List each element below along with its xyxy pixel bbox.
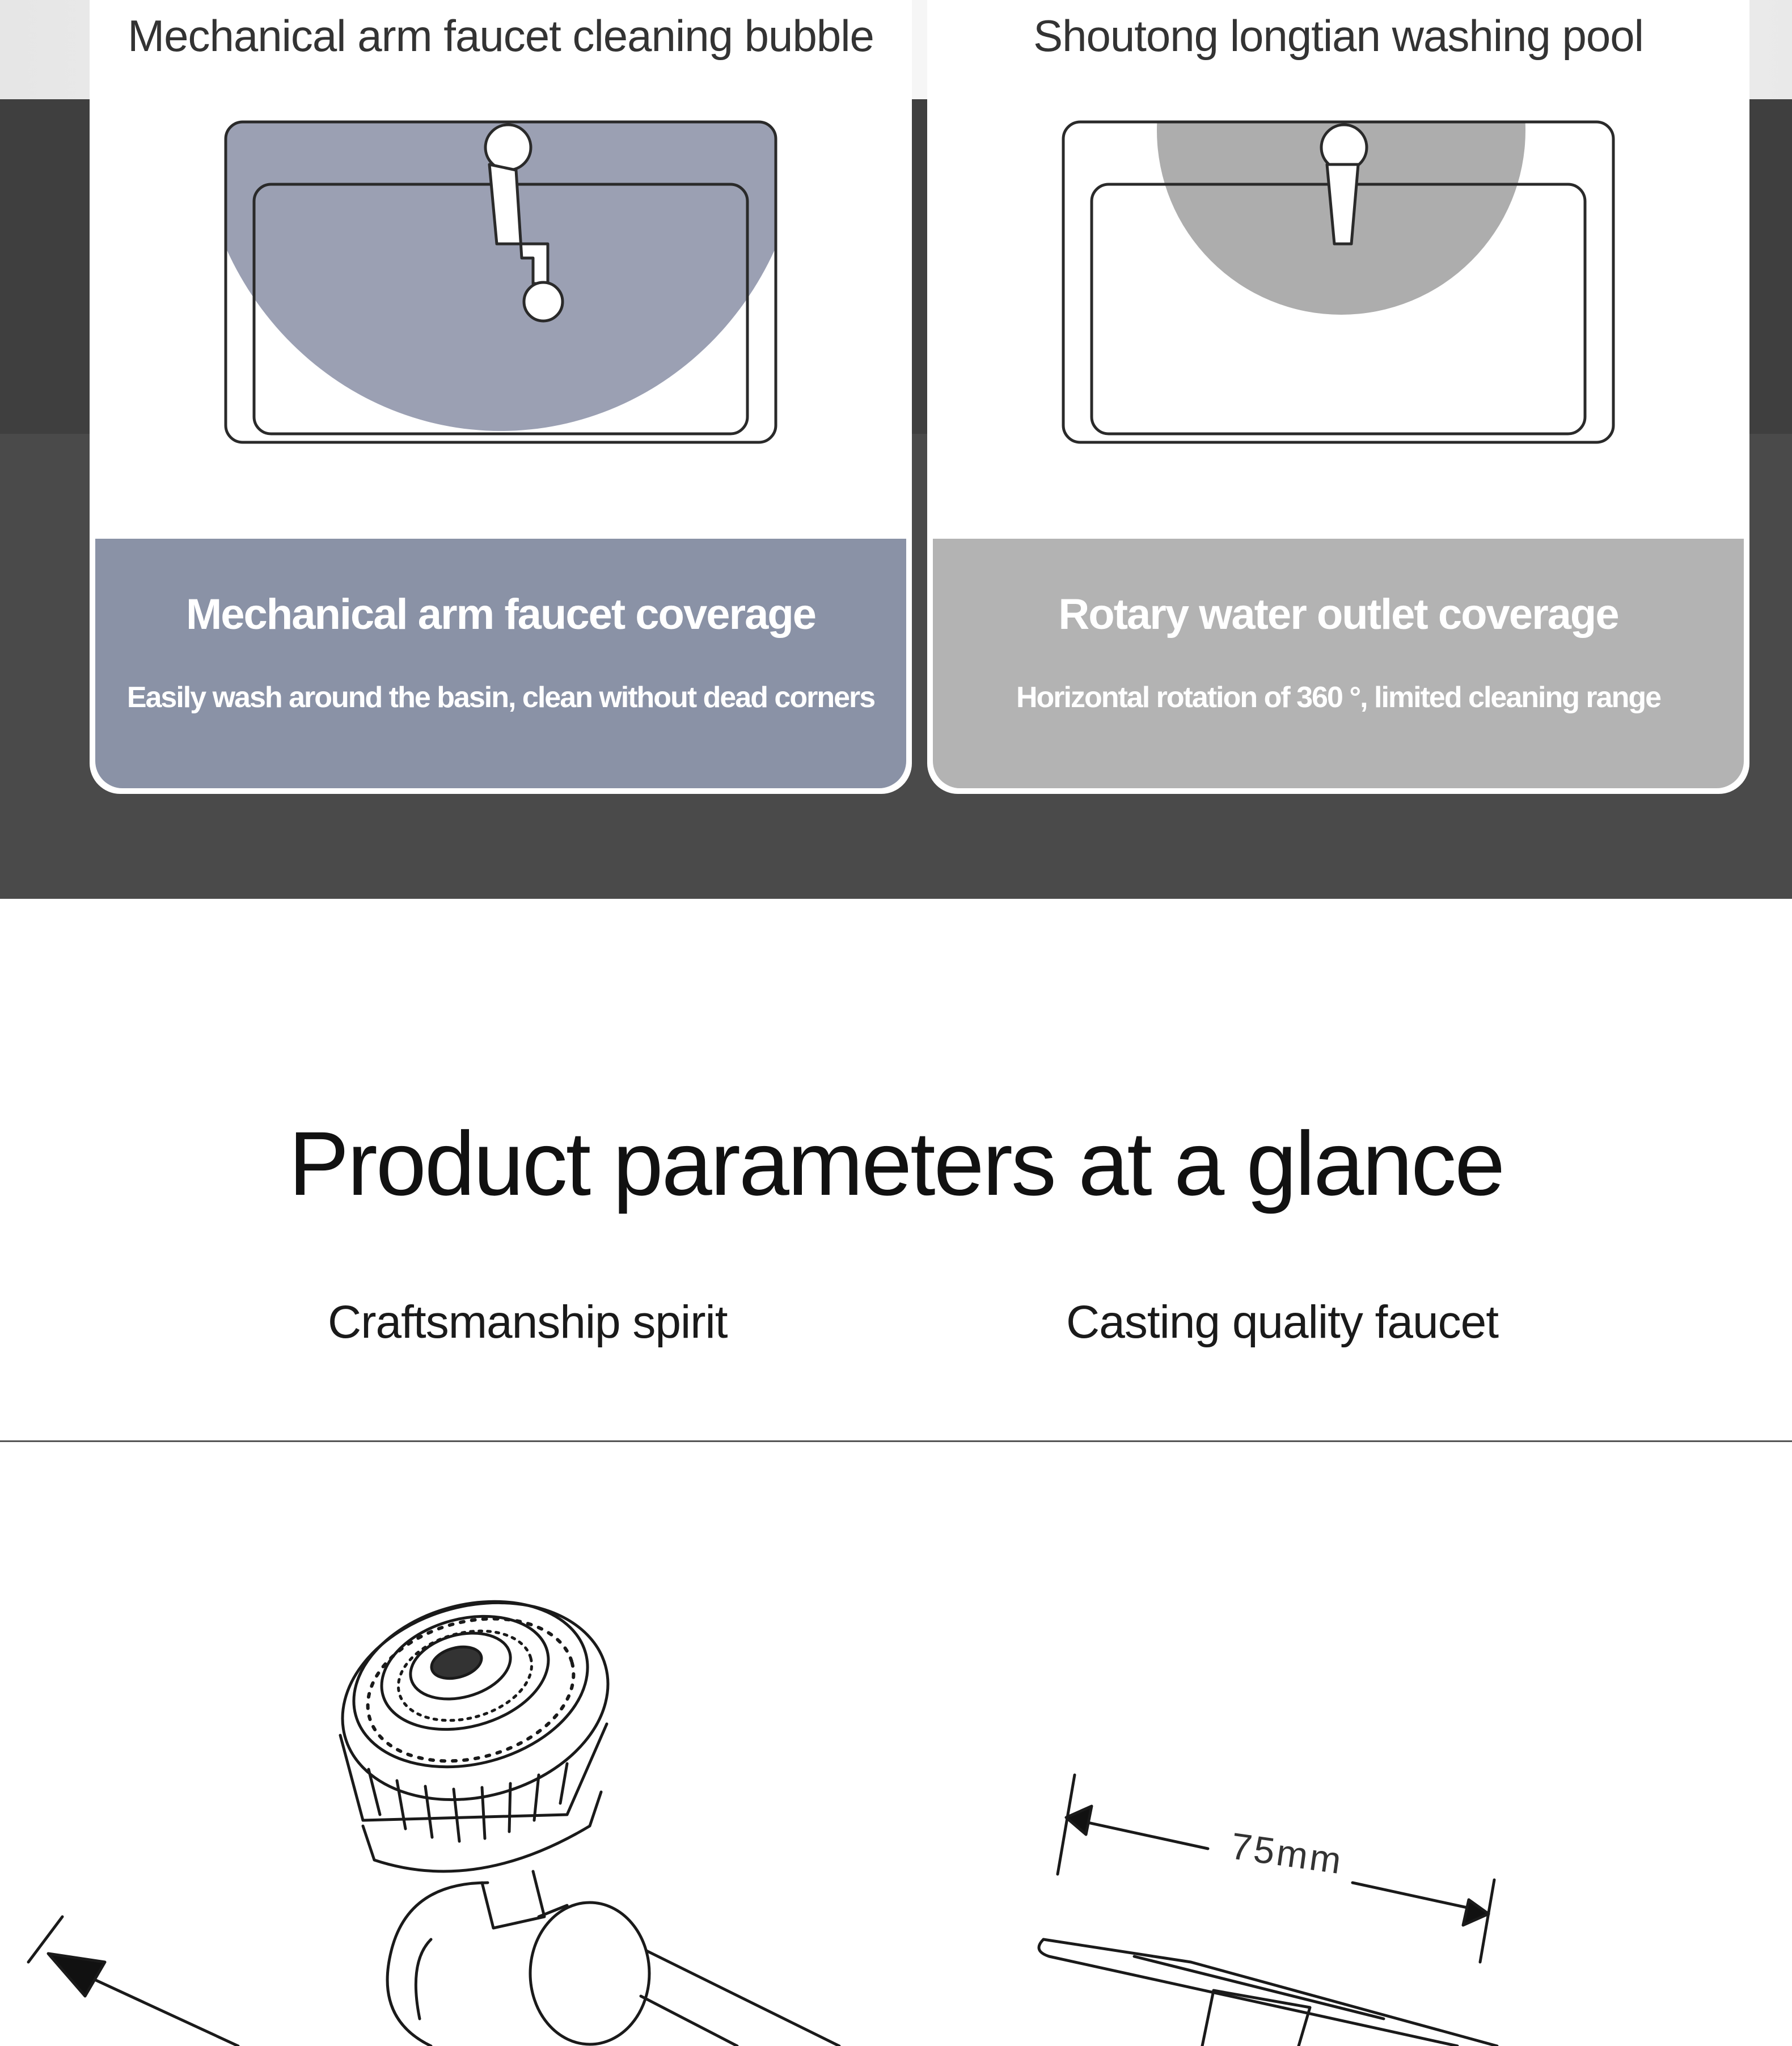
faucet-body <box>646 1951 839 2046</box>
coverage-panel <box>95 539 906 788</box>
faucet-neck <box>482 1871 544 1928</box>
dimension-label: 75mm <box>1228 1824 1346 1882</box>
sink-coverage-diagram <box>927 0 1749 544</box>
faucet-joint <box>530 1903 649 2044</box>
spout-plate-icon <box>1039 1939 1497 2046</box>
faucet-line-drawing <box>0 1452 1792 2046</box>
coverage-title: Rotary water outlet coverage <box>1058 590 1618 639</box>
dimension-arrow-left <box>28 1917 238 2046</box>
aerator-head-icon <box>320 1574 631 1871</box>
comparison-card-mechanical-arm <box>90 0 912 794</box>
coverage-description: Easily wash around the basin, clean without dead corners <box>126 681 875 714</box>
coverage-description: Horizontal rotation of 360 °, limited cleaning range <box>1016 681 1661 714</box>
comparison-section <box>0 0 1792 899</box>
comparison-card-rotary-outlet <box>927 0 1749 794</box>
card-title: Shoutong longtian washing pool <box>1033 11 1643 61</box>
feature-craftsmanship: Craftsmanship spirit <box>328 1296 728 1348</box>
coverage-title: Mechanical arm faucet coverage <box>185 590 816 639</box>
section-divider <box>0 1440 1792 1442</box>
sink-coverage-diagram <box>90 0 912 544</box>
card-title: Mechanical arm faucet cleaning bubble <box>128 11 874 61</box>
parameters-title: Product parameters at a glance <box>288 1113 1504 1214</box>
coverage-panel <box>933 539 1744 788</box>
feature-casting-quality: Casting quality faucet <box>1066 1296 1499 1348</box>
